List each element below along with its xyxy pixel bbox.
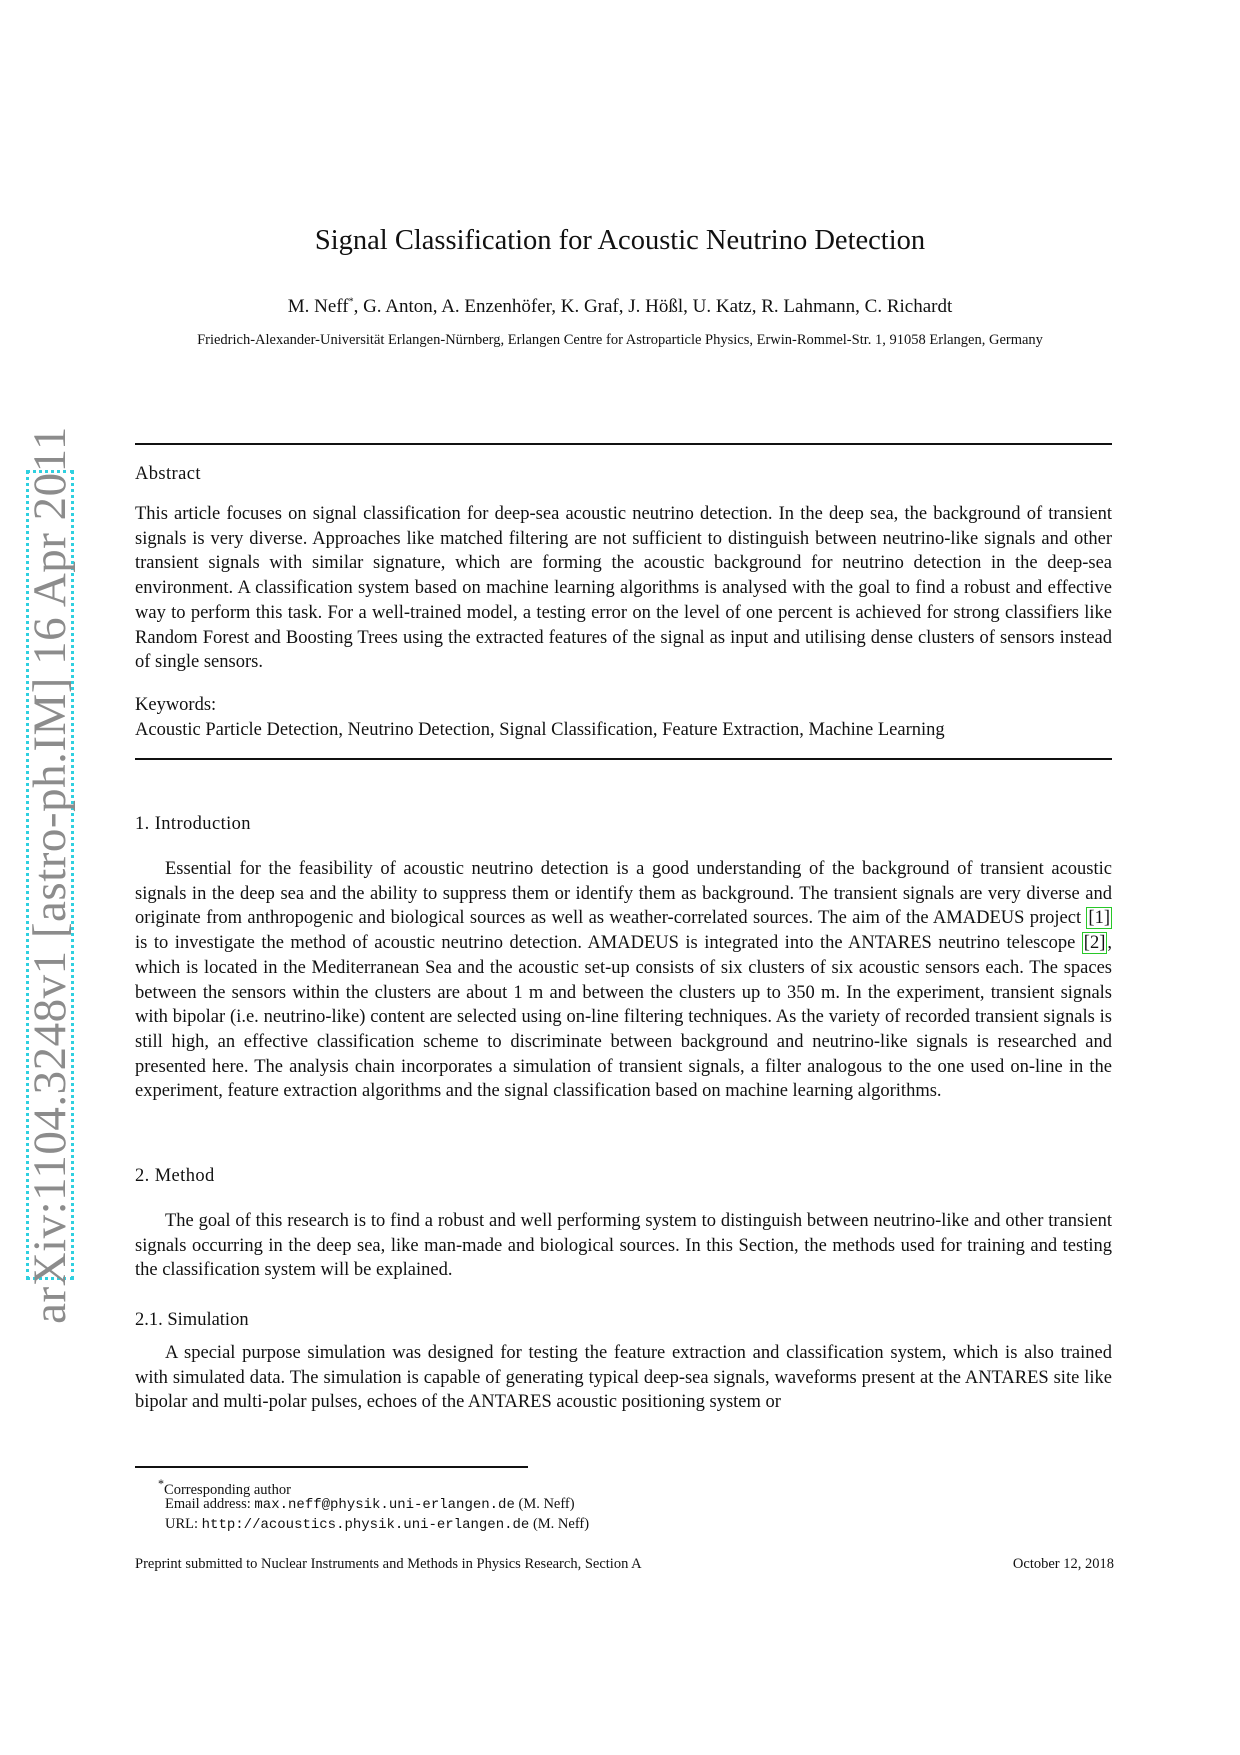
paper-title: Signal Classification for Acoustic Neutrino Detection [314, 225, 926, 256]
corresponding-author-mark: * [348, 296, 354, 308]
section-introduction-heading: 1. Introduction [135, 814, 251, 834]
preprint-notice: Preprint submitted to Nuclear Instruments and Methods in Physics Research, Section A [135, 1556, 642, 1572]
abstract-text: This article focuses on signal classification for deep-sea acoustic neutrino detection. In the deep sea, the background of transient signals is very diverse. Approaches like matched filtering are not sufficient to distinguish between neutrino-like signals and other transient signals with similar signature, which are forming the acoustic background for neutrino detection in the deep-sea environment. A classification system based on machine learning algorithms is analysed with the goal to find a robust and effective way to perform this task. For a well-trained model, a testing error on the level of one percent is achieved for strong classifiers like Random Forest and Boosting Trees using the extracted features of the signal as input and utilising dense clusters of sensors instead of single sensors. [135, 504, 1112, 673]
arxiv-stamp[interactable] [24, 426, 76, 1324]
citation-ref-2[interactable]: [2] [1083, 933, 1106, 954]
email-suffix: (M. Neff) [514, 1496, 575, 1512]
email-label: Email address: [165, 1496, 255, 1512]
affiliation: Friedrich-Alexander-Universität Erlangen-Nürnberg, Erlangen Centre for Astroparticle Physics, Erwin-Rommel-Str. 1, 91058 Erlangen, Germany [197, 332, 1043, 348]
url-label: URL: [165, 1516, 202, 1532]
footnote-rule [135, 1466, 528, 1468]
keywords-text: Acoustic Particle Detection, Neutrino Detection, Signal Classification, Feature Extraction, Machine Learning [135, 720, 945, 740]
footnote-email [165, 1494, 575, 1515]
preprint-date: October 12, 2018 [1012, 1556, 1114, 1572]
citation-ref-1[interactable]: [1] [1088, 908, 1110, 929]
intro-text-part2: is to investigate the method of acoustic neutrino detection. AMADEUS is integrated into the ANTARES neutrino telescope [135, 933, 1082, 954]
simulation-text: A special purpose simulation was designed for testing the feature extraction and classification system, which is also trained with simulated data. The simulation is capable of generating typical deep-sea signals, waveforms present at the ANTARES site like bipolar and multi-polar pulses, echoes of the ANTARES acoustic positioning system or [135, 1343, 1112, 1413]
other-authors: , G. Anton, A. Enzenhöfer, K. Graf, J. Hößl, U. Katz, R. Lahmann, C. Richardt [353, 296, 953, 317]
subsection-simulation-heading: 2.1. Simulation [135, 1310, 249, 1330]
footnote-corresponding-text: Corresponding author [164, 1481, 291, 1498]
introduction-text [135, 857, 1112, 1104]
intro-text-part1: Essential for the feasibility of acoustic neutrino detection is a good understanding of the background of transient acoustic signals in the deep sea and the ability to suppress them or identify them as background. The transient signals are very diverse and originate from anthropogenic and biological sources as well as weather-correlated sources. The aim of the AMADEUS project [135, 859, 1112, 929]
abstract-bottom-rule [135, 758, 1112, 760]
first-author: M. Neff [287, 296, 349, 317]
footnote-mark: * [158, 1477, 165, 1491]
footnote-url [165, 1514, 589, 1535]
section-method-heading: 2. Method [135, 1166, 215, 1186]
keywords-heading: Keywords: [135, 695, 217, 715]
abstract-heading: Abstract [135, 464, 201, 484]
abstract-top-rule [135, 443, 1112, 445]
url-suffix: (M. Neff) [529, 1516, 590, 1532]
arxiv-stamp-text: arXiv:1104.3248v1 [astro-ph.IM] 16 Apr 2011 [24, 426, 76, 1324]
url-link[interactable]: http://acoustics.physik.uni-erlangen.de [201, 1517, 530, 1533]
method-text: The goal of this research is to find a robust and well performing system to distinguish between neutrino-like and other transient signals occurring in the deep sea, like man-made and biological sources. In this Section, the methods used for training and testing the classification system will be explained. [135, 1211, 1112, 1281]
author-list [0, 296, 1240, 318]
intro-text-part3: , which is located in the Mediterranean Sea and the acoustic set-up consists of six clusters of six acoustic sensors each. The spaces between the sensors within the clusters are about 1 m and between the clusters up to 350 m. In the experiment, transient signals with bipolar (i.e. neutrino-like) content are selected using on-line filtering techniques. As the variety of recorded transient signals is still high, an effective classification scheme to discriminate between background and neutrino-like signals is researched and presented here. The analysis chain incorporates a simulation of transient signals, a filter analogous to the one used on-line in the experiment, feature extraction algorithms and the signal classification based on machine learning algorithms. [135, 933, 1112, 1102]
email-address-link[interactable]: max.neff@physik.uni-erlangen.de [254, 1497, 515, 1513]
